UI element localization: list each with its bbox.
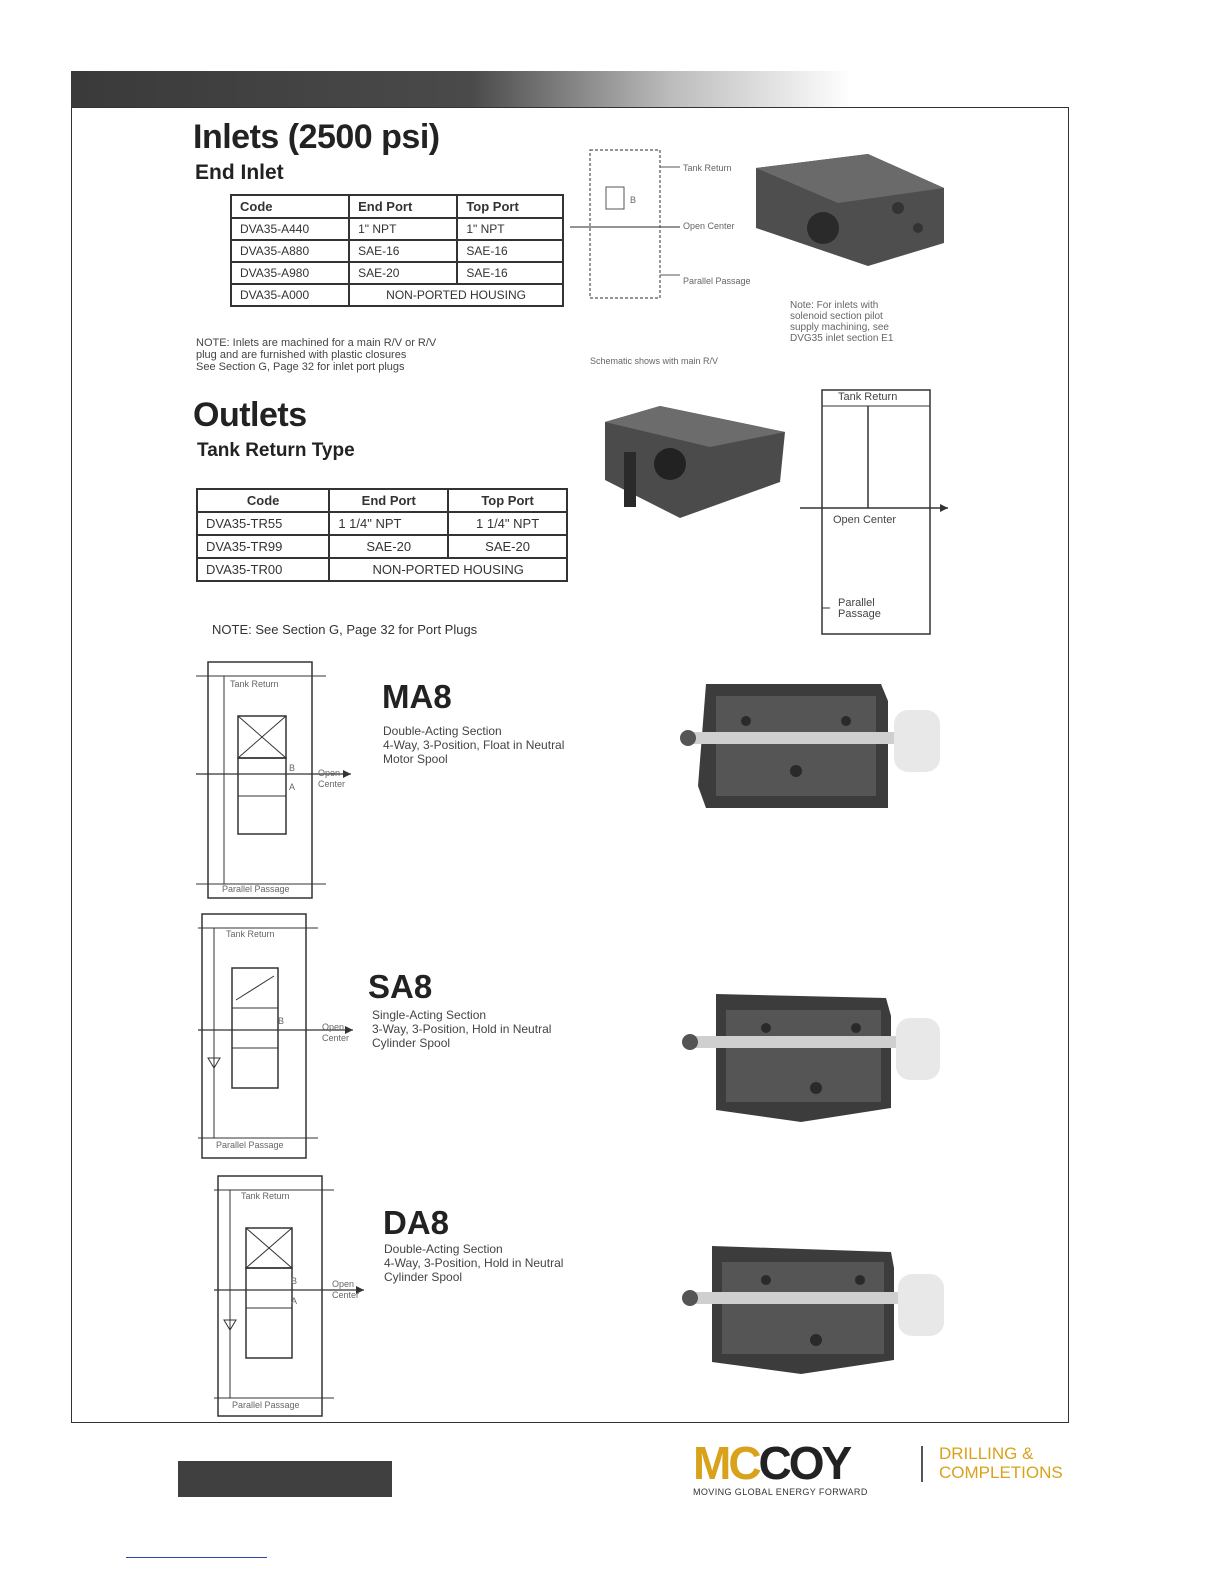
inlets-title: Inlets (2500 psi)	[193, 118, 440, 156]
table-cell: 1" NPT	[349, 218, 457, 240]
mccoy-logo: MCCOY	[693, 1437, 850, 1489]
inlet-schem-tank-label: Tank Return	[683, 163, 732, 173]
da8-parallel-label: Parallel Passage	[232, 1400, 300, 1410]
da8-open-label: Open Center	[332, 1279, 360, 1300]
table-cell: DVA35-TR99	[197, 535, 329, 558]
table-header: Code	[197, 489, 329, 512]
ma8-parallel-label: Parallel Passage	[222, 884, 290, 894]
table-header: End Port	[349, 195, 457, 218]
table-cell: SAE-16	[457, 262, 563, 284]
inlets-side-note: Note: For inlets with solenoid section pilot supply machining, see DVG35 inlet section E1	[790, 300, 894, 344]
outlet-schem-tank-label: Tank Return	[838, 391, 898, 403]
logo-tagline: MOVING GLOBAL ENERGY FORWARD	[693, 1487, 868, 1497]
table-cell: NON-PORTED HOUSING	[329, 558, 567, 581]
table-cell: 1 1/4" NPT	[329, 512, 448, 535]
table-cell: SAE-20	[448, 535, 567, 558]
inlets-table	[230, 194, 564, 307]
outlets-table	[196, 488, 568, 582]
table-cell: DVA35-TR55	[197, 512, 329, 535]
outlets-title: Outlets	[193, 396, 307, 434]
table-row	[231, 284, 563, 306]
table-cell: DVA35-A000	[231, 284, 349, 306]
table-row	[231, 218, 563, 240]
sa8-valve-photo	[676, 988, 946, 1128]
table-cell: SAE-16	[457, 240, 563, 262]
inlet-schem-b-label: B	[630, 195, 637, 205]
table-cell: SAE-20	[349, 262, 457, 284]
outlet-housing-photo	[600, 402, 790, 522]
da8-a-label: A	[291, 1296, 298, 1306]
table-cell: SAE-20	[329, 535, 448, 558]
da8-tank-label: Tank Return	[241, 1191, 290, 1201]
table-row	[197, 535, 567, 558]
table-cell: DVA35-A880	[231, 240, 349, 262]
ma8-b-label: B	[289, 763, 296, 773]
logo-divider	[921, 1446, 923, 1482]
sa8-title: SA8	[368, 968, 433, 1005]
sa8-description: Single-Acting Section 3-Way, 3-Position, Hold in Neutral Cylinder Spool	[372, 1008, 552, 1050]
da8-title: DA8	[383, 1204, 450, 1241]
ma8-open-label: Open Center	[318, 768, 346, 789]
table-header: Code	[231, 195, 349, 218]
sa8-b-label: B	[278, 1016, 285, 1026]
outlets-subtitle: Tank Return Type	[197, 440, 355, 461]
inlet-schem-parallel-label: Parallel Passage	[683, 276, 751, 286]
da8-b-label: B	[291, 1276, 298, 1286]
ma8-tank-label: Tank Return	[230, 679, 279, 689]
inlets-subtitle: End Inlet	[195, 161, 284, 184]
table-cell: DVA35-TR00	[197, 558, 329, 581]
ma8-valve-photo	[676, 676, 946, 816]
ma8-description: Double-Acting Section 4-Way, 3-Position, Float in Neutral Motor Spool	[383, 724, 565, 766]
da8-description: Double-Acting Section 4-Way, 3-Position, Hold in Neutral Cylinder Spool	[384, 1242, 564, 1284]
inlet-schem-open-label: Open Center	[683, 221, 735, 231]
da8-valve-photo	[676, 1238, 948, 1378]
table-row	[231, 262, 563, 284]
sa8-parallel-label: Parallel Passage	[216, 1140, 284, 1150]
footer-link-line	[126, 1557, 267, 1558]
table-header: Top Port	[457, 195, 563, 218]
inlet-housing-photo	[748, 148, 948, 268]
logo-division: DRILLING & COMPLETIONS	[939, 1444, 1063, 1482]
table-header: End Port	[329, 489, 448, 512]
sa8-open-label: Open Center	[322, 1022, 350, 1043]
outlet-schem-parallel-label: Parallel Passage	[838, 597, 881, 620]
table-cell: DVA35-A980	[231, 262, 349, 284]
outlet-schem-open-label: Open Center	[833, 514, 896, 526]
outlets-note: NOTE: See Section G, Page 32 for Port Plugs	[212, 622, 478, 637]
table-row	[197, 512, 567, 535]
table-row	[231, 240, 563, 262]
table-cell: SAE-16	[349, 240, 457, 262]
inlet-schem-caption: Schematic shows with main R/V	[590, 356, 719, 366]
table-cell: 1" NPT	[457, 218, 563, 240]
table-row	[197, 558, 567, 581]
table-cell: NON-PORTED HOUSING	[349, 284, 563, 306]
table-cell: 1 1/4" NPT	[448, 512, 567, 535]
ma8-a-label: A	[289, 782, 296, 792]
table-header: Top Port	[448, 489, 567, 512]
footer-bar	[178, 1461, 392, 1497]
header-bar	[71, 71, 1071, 107]
inlets-note: NOTE: Inlets are machined for a main R/V or R/V plug and are furnished with plastic closures See Section G, Page 32 for inlet port plugs	[196, 337, 437, 373]
ma8-title: MA8	[382, 678, 452, 715]
sa8-tank-label: Tank Return	[226, 929, 275, 939]
table-cell: DVA35-A440	[231, 218, 349, 240]
